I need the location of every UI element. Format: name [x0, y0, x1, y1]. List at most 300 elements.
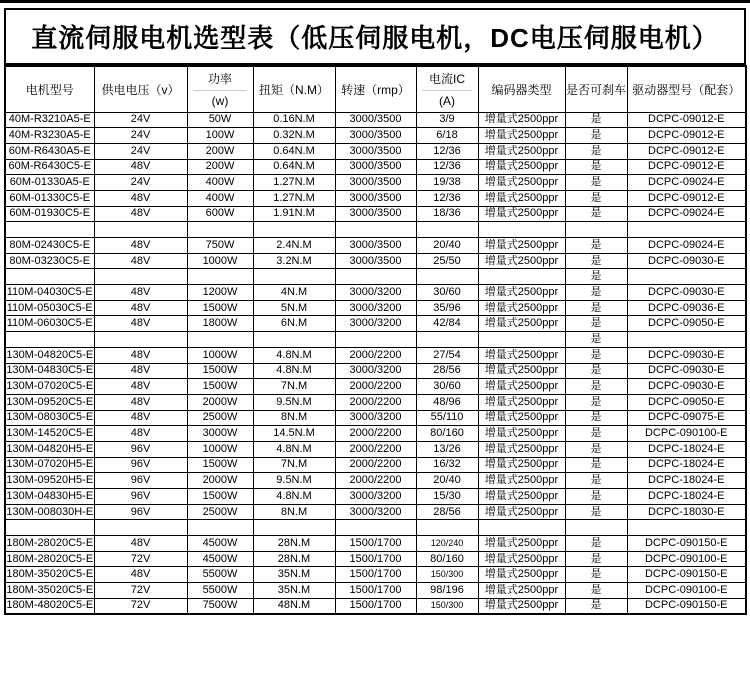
table-row [5, 253, 746, 269]
cell-power: 100W [187, 128, 253, 144]
cell-model: 130M-04830C5-E [5, 363, 94, 379]
cell-driver: DCPC-09012-E [627, 112, 746, 128]
cell-torque [253, 222, 335, 238]
cell-brake: 是 [565, 285, 627, 301]
cell-power: 1000W [187, 253, 253, 269]
cell-voltage: 72V [94, 598, 187, 614]
cell-power: 1200W [187, 285, 253, 301]
cell-current: 19/38 [416, 175, 478, 191]
cell-torque [253, 520, 335, 536]
table-head [5, 66, 746, 112]
cell-driver: DCPC-18030-E [627, 504, 746, 520]
cell-encoder: 增量式2500ppr [478, 394, 565, 410]
cell-power: 600W [187, 206, 253, 222]
cell-current: 150/300 [416, 567, 478, 583]
cell-encoder: 增量式2500ppr [478, 112, 565, 128]
cell-voltage: 48V [94, 190, 187, 206]
cell-model: 80M-03230C5-E [5, 253, 94, 269]
cell-model [5, 520, 94, 536]
cell-torque [253, 332, 335, 348]
cell-speed: 3000/3500 [335, 253, 416, 269]
cell-current [416, 520, 478, 536]
cell-model: 130M-08030C5-E [5, 410, 94, 426]
cell-encoder [478, 222, 565, 238]
cell-current: 80/160 [416, 426, 478, 442]
table-row [5, 520, 746, 536]
cell-speed: 2000/2200 [335, 347, 416, 363]
cell-driver: DCPC-18024-E [627, 489, 746, 505]
cell-driver: DCPC-09036-E [627, 300, 746, 316]
cell-brake: 是 [565, 426, 627, 442]
cell-power [187, 520, 253, 536]
cell-speed: 2000/2200 [335, 394, 416, 410]
cell-driver: DCPC-09075-E [627, 410, 746, 426]
cell-power: 1500W [187, 457, 253, 473]
cell-model: 110M-05030C5-E [5, 300, 94, 316]
column-header-model: 电机型号 [5, 66, 94, 112]
cell-encoder: 增量式2500ppr [478, 128, 565, 144]
cell-speed: 3000/3200 [335, 504, 416, 520]
cell-torque: 0.16N.M [253, 112, 335, 128]
table-row [5, 206, 746, 222]
cell-torque: 28N.M [253, 551, 335, 567]
cell-current: 28/56 [416, 363, 478, 379]
cell-driver: DCPC-090100-E [627, 426, 746, 442]
cell-brake: 是 [565, 489, 627, 505]
cell-driver: DCPC-090100-E [627, 551, 746, 567]
cell-power: 1500W [187, 363, 253, 379]
table-row [5, 316, 746, 332]
cell-torque: 2.4N.M [253, 238, 335, 254]
cell-voltage [94, 520, 187, 536]
cell-power: 4500W [187, 551, 253, 567]
cell-voltage: 96V [94, 457, 187, 473]
cell-model: 80M-02430C5-E [5, 238, 94, 254]
cell-power: 1800W [187, 316, 253, 332]
table-row [5, 457, 746, 473]
cell-brake: 是 [565, 269, 627, 285]
cell-driver [627, 520, 746, 536]
cell-power: 1500W [187, 489, 253, 505]
cell-torque: 28N.M [253, 536, 335, 552]
cell-power: 7500W [187, 598, 253, 614]
cell-power: 1000W [187, 441, 253, 457]
cell-voltage: 48V [94, 363, 187, 379]
cell-encoder [478, 332, 565, 348]
cell-encoder: 增量式2500ppr [478, 567, 565, 583]
table-row [5, 128, 746, 144]
table-row [5, 175, 746, 191]
cell-speed: 3000/3500 [335, 143, 416, 159]
cell-driver: DCPC-09030-E [627, 347, 746, 363]
cell-brake: 是 [565, 363, 627, 379]
cell-current: 28/56 [416, 504, 478, 520]
cell-brake: 是 [565, 347, 627, 363]
cell-voltage: 48V [94, 159, 187, 175]
cell-driver: DCPC-09012-E [627, 190, 746, 206]
cell-voltage: 96V [94, 489, 187, 505]
cell-power: 200W [187, 159, 253, 175]
cell-driver: DCPC-09012-E [627, 128, 746, 144]
cell-model: 60M-R6430C5-E [5, 159, 94, 175]
cell-encoder: 增量式2500ppr [478, 536, 565, 552]
cell-torque: 0.64N.M [253, 143, 335, 159]
cell-encoder: 增量式2500ppr [478, 598, 565, 614]
cell-driver: DCPC-09050-E [627, 316, 746, 332]
column-header-brake: 是否可刹车 [565, 66, 627, 112]
cell-speed: 3000/3200 [335, 363, 416, 379]
top-edge-artifact [0, 0, 750, 3]
cell-speed: 3000/3500 [335, 128, 416, 144]
cell-power: 750W [187, 238, 253, 254]
cell-speed: 2000/2200 [335, 379, 416, 395]
cell-brake: 是 [565, 238, 627, 254]
cell-power: 5500W [187, 583, 253, 599]
cell-speed: 1500/1700 [335, 551, 416, 567]
table-row [5, 269, 746, 285]
cell-current: 30/60 [416, 379, 478, 395]
cell-encoder: 增量式2500ppr [478, 363, 565, 379]
cell-model: 130M-07020C5-E [5, 379, 94, 395]
cell-current: 6/18 [416, 128, 478, 144]
table-row [5, 441, 746, 457]
cell-speed: 3000/3200 [335, 316, 416, 332]
cell-brake: 是 [565, 332, 627, 348]
cell-driver: DCPC-18024-E [627, 473, 746, 489]
cell-model: 60M-01930C5-E [5, 206, 94, 222]
cell-speed: 3000/3200 [335, 285, 416, 301]
cell-encoder: 增量式2500ppr [478, 410, 565, 426]
cell-torque: 8N.M [253, 410, 335, 426]
cell-driver [627, 222, 746, 238]
table-row [5, 551, 746, 567]
cell-model [5, 269, 94, 285]
cell-voltage: 48V [94, 285, 187, 301]
cell-torque [253, 269, 335, 285]
cell-encoder: 增量式2500ppr [478, 253, 565, 269]
cell-model: 130M-04830H5-E [5, 489, 94, 505]
cell-torque: 4.8N.M [253, 489, 335, 505]
cell-power: 2000W [187, 473, 253, 489]
cell-current: 25/50 [416, 253, 478, 269]
motor-table-body [5, 112, 746, 614]
cell-power: 400W [187, 175, 253, 191]
cell-model: 180M-35020C5-E [5, 583, 94, 599]
cell-voltage: 96V [94, 473, 187, 489]
cell-current [416, 332, 478, 348]
cell-brake: 是 [565, 316, 627, 332]
cell-driver: DCPC-09012-E [627, 159, 746, 175]
cell-voltage: 72V [94, 583, 187, 599]
cell-model [5, 222, 94, 238]
cell-brake: 是 [565, 143, 627, 159]
cell-brake: 是 [565, 598, 627, 614]
cell-encoder: 增量式2500ppr [478, 583, 565, 599]
cell-speed [335, 222, 416, 238]
cell-torque: 14.5N.M [253, 426, 335, 442]
cell-driver: DCPC-09030-E [627, 285, 746, 301]
table-row [5, 426, 746, 442]
cell-power: 4500W [187, 536, 253, 552]
cell-current [416, 222, 478, 238]
column-header-torque: 扭矩（N.M） [253, 66, 335, 112]
cell-brake: 是 [565, 551, 627, 567]
cell-encoder [478, 269, 565, 285]
column-header-encoder: 编码器类型 [478, 66, 565, 112]
table-row [5, 379, 746, 395]
cell-encoder: 增量式2500ppr [478, 285, 565, 301]
cell-current [416, 269, 478, 285]
table-row [5, 583, 746, 599]
cell-encoder: 增量式2500ppr [478, 551, 565, 567]
cell-torque: 7N.M [253, 457, 335, 473]
table-row [5, 222, 746, 238]
cell-voltage: 24V [94, 112, 187, 128]
cell-voltage: 24V [94, 143, 187, 159]
page-title: 直流伺服电机选型表（低压伺服电机，DC电压伺服电机） [31, 23, 719, 53]
cell-speed: 3000/3500 [335, 238, 416, 254]
cell-brake: 是 [565, 583, 627, 599]
header-row [5, 66, 746, 112]
cell-current: 20/40 [416, 238, 478, 254]
cell-voltage [94, 332, 187, 348]
cell-driver: DCPC-18024-E [627, 441, 746, 457]
cell-current: 42/84 [416, 316, 478, 332]
cell-encoder [478, 520, 565, 536]
table-row [5, 159, 746, 175]
column-header-voltage: 供电电压（v） [94, 66, 187, 112]
cell-driver: DCPC-18024-E [627, 457, 746, 473]
cell-speed: 3000/3500 [335, 206, 416, 222]
cell-speed: 3000/3500 [335, 175, 416, 191]
cell-speed: 1500/1700 [335, 583, 416, 599]
cell-power: 2000W [187, 394, 253, 410]
cell-power: 1500W [187, 300, 253, 316]
cell-power: 50W [187, 112, 253, 128]
cell-model: 130M-04820H5-E [5, 441, 94, 457]
cell-encoder: 增量式2500ppr [478, 316, 565, 332]
cell-power: 1000W [187, 347, 253, 363]
cell-driver: DCPC-090100-E [627, 583, 746, 599]
cell-encoder: 增量式2500ppr [478, 457, 565, 473]
cell-brake: 是 [565, 567, 627, 583]
cell-speed: 3000/3500 [335, 159, 416, 175]
cell-encoder: 增量式2500ppr [478, 143, 565, 159]
cell-voltage: 48V [94, 300, 187, 316]
cell-torque: 1.91N.M [253, 206, 335, 222]
cell-torque: 4.8N.M [253, 441, 335, 457]
cell-driver [627, 269, 746, 285]
cell-speed: 2000/2200 [335, 473, 416, 489]
table-row [5, 536, 746, 552]
cell-encoder: 增量式2500ppr [478, 159, 565, 175]
cell-brake: 是 [565, 394, 627, 410]
cell-speed: 3000/3500 [335, 112, 416, 128]
cell-encoder: 增量式2500ppr [478, 379, 565, 395]
table-row [5, 300, 746, 316]
cell-driver: DCPC-090150-E [627, 598, 746, 614]
cell-brake: 是 [565, 112, 627, 128]
table-row [5, 112, 746, 128]
cell-encoder: 增量式2500ppr [478, 504, 565, 520]
cell-driver: DCPC-09050-E [627, 394, 746, 410]
cell-torque: 1.27N.M [253, 190, 335, 206]
cell-torque: 35N.M [253, 583, 335, 599]
cell-model: 180M-28020C5-E [5, 551, 94, 567]
cell-speed: 1500/1700 [335, 536, 416, 552]
cell-driver: DCPC-090150-E [627, 536, 746, 552]
table-row [5, 567, 746, 583]
table-row [5, 143, 746, 159]
table-row [5, 238, 746, 254]
cell-current: 13/26 [416, 441, 478, 457]
cell-brake: 是 [565, 300, 627, 316]
cell-encoder: 增量式2500ppr [478, 347, 565, 363]
cell-model: 110M-06030C5-E [5, 316, 94, 332]
cell-encoder: 增量式2500ppr [478, 238, 565, 254]
cell-speed [335, 520, 416, 536]
column-header-driver: 驱动器型号（配套） [627, 66, 746, 112]
table-row [5, 190, 746, 206]
cell-speed: 1500/1700 [335, 598, 416, 614]
header-label-line1: 功率 [193, 70, 246, 91]
cell-power [187, 269, 253, 285]
cell-driver: DCPC-09012-E [627, 143, 746, 159]
table-row [5, 473, 746, 489]
cell-model [5, 332, 94, 348]
cell-speed: 3000/3200 [335, 489, 416, 505]
cell-model: 130M-09520H5-E [5, 473, 94, 489]
cell-current: 20/40 [416, 473, 478, 489]
cell-power: 200W [187, 143, 253, 159]
cell-current: 16/32 [416, 457, 478, 473]
cell-power: 5500W [187, 567, 253, 583]
cell-voltage: 24V [94, 175, 187, 191]
cell-encoder: 增量式2500ppr [478, 175, 565, 191]
cell-current: 48/96 [416, 394, 478, 410]
cell-torque: 9.5N.M [253, 394, 335, 410]
cell-model: 40M-R3210A5-E [5, 112, 94, 128]
cell-power: 2500W [187, 504, 253, 520]
cell-driver: DCPC-09030-E [627, 379, 746, 395]
table-row [5, 332, 746, 348]
cell-power: 400W [187, 190, 253, 206]
cell-voltage: 48V [94, 567, 187, 583]
cell-model: 130M-04820C5-E [5, 347, 94, 363]
cell-brake: 是 [565, 159, 627, 175]
table-row [5, 598, 746, 614]
cell-encoder: 增量式2500ppr [478, 190, 565, 206]
cell-brake: 是 [565, 175, 627, 191]
cell-speed: 2000/2200 [335, 441, 416, 457]
cell-current: 55/110 [416, 410, 478, 426]
cell-voltage: 48V [94, 253, 187, 269]
cell-voltage: 48V [94, 316, 187, 332]
cell-model: 130M-07020H5-E [5, 457, 94, 473]
cell-brake: 是 [565, 190, 627, 206]
cell-torque: 35N.M [253, 567, 335, 583]
table-row [5, 394, 746, 410]
cell-brake [565, 222, 627, 238]
cell-model: 130M-008030H-E [5, 504, 94, 520]
cell-encoder: 增量式2500ppr [478, 426, 565, 442]
cell-speed: 2000/2200 [335, 457, 416, 473]
cell-brake: 是 [565, 410, 627, 426]
cell-current: 27/54 [416, 347, 478, 363]
cell-model: 60M-01330C5-E [5, 190, 94, 206]
cell-torque: 8N.M [253, 504, 335, 520]
cell-speed [335, 269, 416, 285]
cell-driver: DCPC-09030-E [627, 363, 746, 379]
cell-current: 12/36 [416, 159, 478, 175]
cell-power: 3000W [187, 426, 253, 442]
cell-speed [335, 332, 416, 348]
cell-torque: 9.5N.M [253, 473, 335, 489]
cell-current: 98/196 [416, 583, 478, 599]
cell-torque: 4.8N.M [253, 347, 335, 363]
table-row [5, 347, 746, 363]
table-row [5, 489, 746, 505]
cell-power [187, 332, 253, 348]
cell-current: 12/36 [416, 190, 478, 206]
motor-selection-table [4, 65, 747, 615]
table-row [5, 285, 746, 301]
cell-torque: 4N.M [253, 285, 335, 301]
cell-model: 180M-48020C5-E [5, 598, 94, 614]
cell-model: 180M-28020C5-E [5, 536, 94, 552]
cell-brake: 是 [565, 536, 627, 552]
cell-speed: 3000/3500 [335, 190, 416, 206]
cell-brake: 是 [565, 253, 627, 269]
table-row [5, 363, 746, 379]
cell-model: 180M-35020C5-E [5, 567, 94, 583]
cell-driver: DCPC-090150-E [627, 567, 746, 583]
column-header-speed: 转速（rmp） [335, 66, 416, 112]
cell-voltage: 72V [94, 551, 187, 567]
cell-voltage: 48V [94, 410, 187, 426]
cell-torque: 48N.M [253, 598, 335, 614]
title-box [4, 8, 746, 65]
cell-speed: 3000/3200 [335, 300, 416, 316]
cell-current: 120/240 [416, 536, 478, 552]
cell-voltage [94, 222, 187, 238]
cell-current: 3/9 [416, 112, 478, 128]
cell-torque: 7N.M [253, 379, 335, 395]
cell-model: 60M-01330A5-E [5, 175, 94, 191]
cell-voltage: 48V [94, 238, 187, 254]
cell-voltage: 48V [94, 394, 187, 410]
cell-torque: 5N.M [253, 300, 335, 316]
table-row [5, 504, 746, 520]
cell-power: 2500W [187, 410, 253, 426]
cell-brake: 是 [565, 504, 627, 520]
cell-torque: 6N.M [253, 316, 335, 332]
cell-torque: 1.27N.M [253, 175, 335, 191]
cell-brake: 是 [565, 206, 627, 222]
cell-voltage: 48V [94, 379, 187, 395]
cell-current: 12/36 [416, 143, 478, 159]
cell-voltage: 96V [94, 441, 187, 457]
header-label-line2: (w) [211, 94, 229, 109]
cell-voltage: 48V [94, 426, 187, 442]
cell-brake: 是 [565, 128, 627, 144]
cell-model: 110M-04030C5-E [5, 285, 94, 301]
cell-current: 30/60 [416, 285, 478, 301]
cell-driver: DCPC-09030-E [627, 253, 746, 269]
cell-torque: 0.64N.M [253, 159, 335, 175]
cell-model: 130M-14520C5-E [5, 426, 94, 442]
cell-power: 1500W [187, 379, 253, 395]
